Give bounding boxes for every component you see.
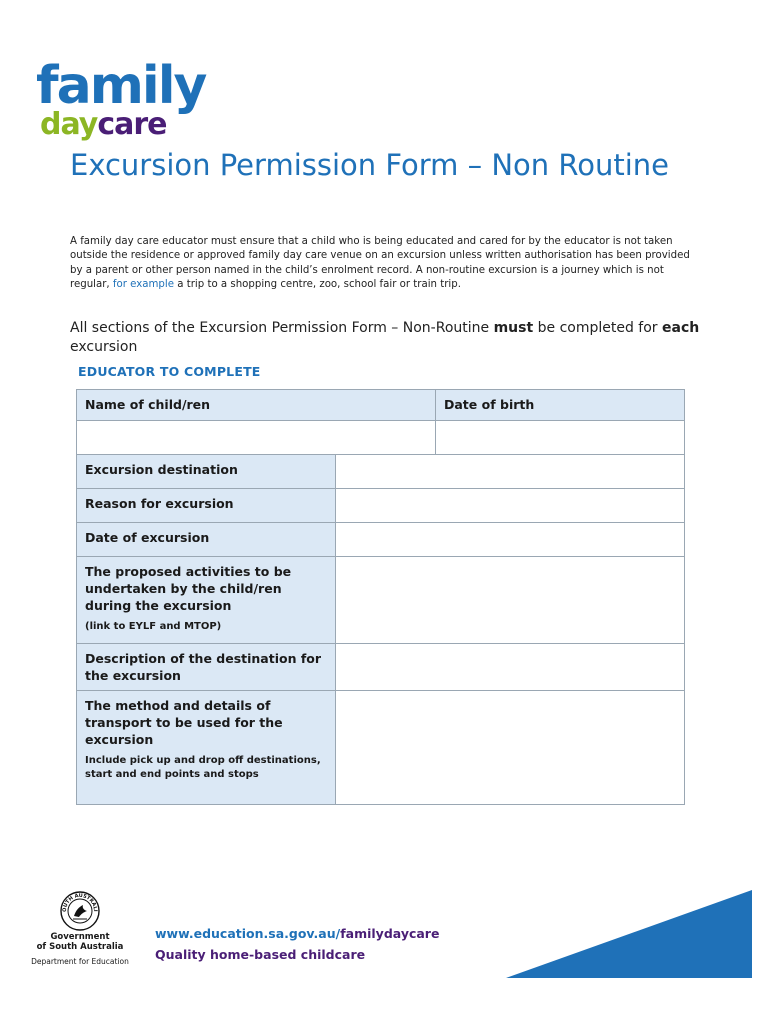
reason-for-excursion-field[interactable] bbox=[336, 489, 685, 523]
logo-word-care: care bbox=[97, 107, 167, 142]
label-reason-for-excursion: Reason for excursion bbox=[77, 489, 336, 523]
footer-tagline: Quality home-based childcare bbox=[155, 947, 366, 962]
south-australia-crest-icon bbox=[59, 890, 101, 932]
footer-url-domain: www.education.sa.gov.au/ bbox=[155, 926, 341, 941]
instruction-part-1: All sections of the Excursion Permission Form – Non-Routine bbox=[70, 320, 494, 336]
logo-word-daycare bbox=[40, 107, 167, 142]
child-entry-row bbox=[77, 421, 685, 455]
intro-paragraph bbox=[70, 235, 702, 292]
transport-method-text: The method and details of transport to be used for the excursion bbox=[85, 698, 283, 747]
table-header-row bbox=[77, 390, 685, 421]
gov-text-south-australia: of South Australia bbox=[36, 942, 124, 952]
description-row bbox=[77, 644, 685, 691]
page-title: Excursion Permission Form – Non Routine bbox=[70, 148, 670, 182]
header-date-of-birth: Date of birth bbox=[436, 390, 685, 421]
destination-row bbox=[77, 455, 685, 489]
child-dob-field[interactable] bbox=[436, 421, 685, 455]
instruction-part-3: excursion bbox=[70, 339, 138, 355]
footer-website-link[interactable] bbox=[155, 926, 439, 941]
instruction-each: each bbox=[662, 320, 700, 336]
proposed-activities-text: The proposed activities to be undertaken by the child/ren during the excursion bbox=[85, 564, 292, 613]
child-name-field[interactable] bbox=[77, 421, 436, 455]
logo-word-day: day bbox=[40, 107, 98, 142]
label-excursion-destination: Excursion destination bbox=[77, 455, 336, 489]
transport-note: Include pick up and drop off destinations, start and end points and stops bbox=[85, 755, 321, 780]
logo-word-family: family bbox=[36, 56, 206, 116]
section-heading-educator: EDUCATOR TO COMPLETE bbox=[78, 364, 261, 379]
label-destination-description: Description of the destination for the excursion bbox=[77, 644, 336, 691]
transport-row bbox=[77, 691, 685, 805]
reason-row bbox=[77, 489, 685, 523]
transport-method-field[interactable] bbox=[336, 691, 685, 805]
label-transport-method bbox=[77, 691, 336, 805]
instruction-part-2: be completed for bbox=[533, 320, 663, 336]
excursion-destination-field[interactable] bbox=[336, 455, 685, 489]
date-row bbox=[77, 523, 685, 557]
activities-row bbox=[77, 557, 685, 644]
date-of-excursion-field[interactable] bbox=[336, 523, 685, 557]
eylf-mtop-note: (link to EYLF and MTOP) bbox=[85, 621, 222, 632]
header-name-of-children: Name of child/ren bbox=[77, 390, 436, 421]
instruction-text bbox=[70, 319, 710, 357]
label-proposed-activities bbox=[77, 557, 336, 644]
excursion-form-table bbox=[76, 389, 685, 805]
government-of-south-australia-logo bbox=[30, 890, 130, 970]
destination-description-field[interactable] bbox=[336, 644, 685, 691]
intro-example-phrase: for example bbox=[112, 278, 175, 290]
label-date-of-excursion: Date of excursion bbox=[77, 523, 336, 557]
footer-url-path: familydaycare bbox=[340, 926, 440, 941]
intro-text-1: A family day care educator must ensure that a child who is being educated and cared for by the educator is not taken outside the residence or approved family day care venue on an excursion unless written authorisation has been provided by a parent or other person named in the child’s enrolment record. A non-routine excursion is a journey which is not regular, bbox=[70, 236, 690, 290]
gov-text-government: Government bbox=[50, 932, 110, 942]
proposed-activities-field[interactable] bbox=[336, 557, 685, 644]
family-day-care-logo bbox=[36, 56, 211, 146]
instruction-must: must bbox=[493, 320, 534, 336]
intro-text-2: a trip to a shopping centre, zoo, school fair or train trip. bbox=[174, 278, 461, 290]
gov-text-department: Department for Education bbox=[31, 957, 129, 966]
crest-text: OUTH AUSTRALI bbox=[61, 892, 99, 913]
